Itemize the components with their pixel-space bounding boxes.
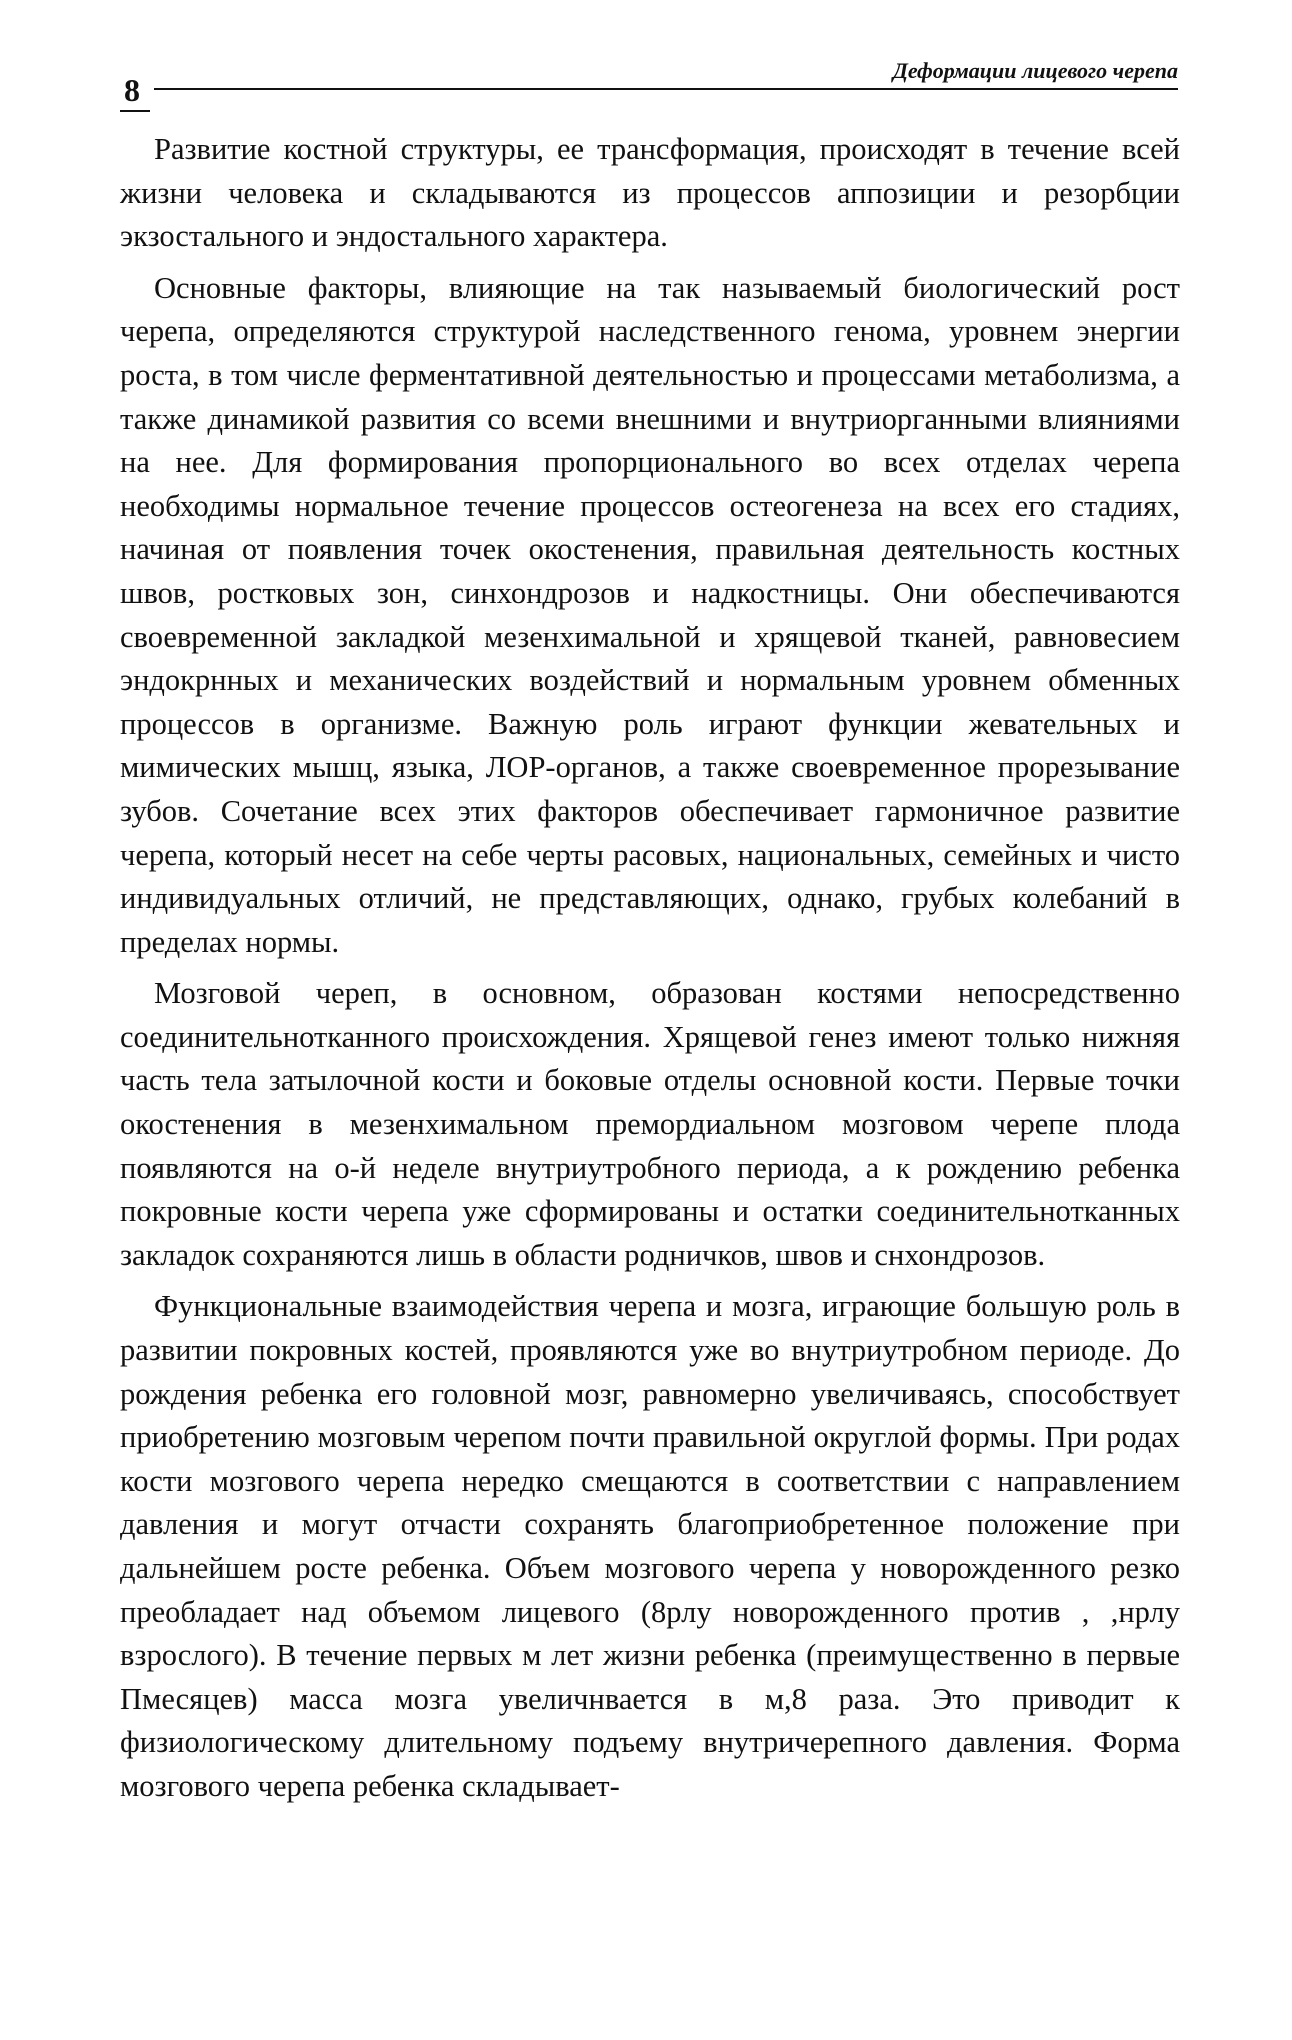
paragraph-3: Мозговой череп, в основном, образован костями непосредственно соединительнотканного происхождения. Хрящевой генез имеют только нижняя часть тела затылочной кости и боковые отделы основной кости. Первые точки окостенения в мезенхимальном премордиальном мозговом черепе плода появляются на о-й неделе внутриутробного периода, а к рождению ребенка покровные кости черепа уже сформированы и остатки соединительнотканных закладок сохраняются лишь в области родничков, швов и снхондрозов.	[120, 976, 1180, 1272]
paragraph-4: Функциональные взаимодействия черепа и мозга, играющие большую роль в развитии покровных костей, проявляются уже во внутриутробном периоде. До рождения ребенка его головной мозг, равномерно увеличиваясь, способствует приобретению мозговым черепом почти правильной округлой формы. При родах кости мозгового черепа нередко смещаются в соответствии с направлением давления и могут отчасти сохранять благоприобретенное положение при дальнейшем росте ребенка. Объем мозгового черепа у новорожденного резко преобладает над объемом лицевого (8рлу новорожденного против , ,нрлу взрослого). В течение первых м лет жизни ребенка (преимущественно в первые Пмесяцев) масса мозга увеличнвается в м,8 раза. Это приводит к физиологическому длительному подъему внутричерепного давления. Форма мозгового черепа ребенка складывает-	[120, 1289, 1180, 1803]
page-header	[120, 52, 1178, 112]
running-title: Деформации лицевого черепа	[892, 58, 1178, 83]
header-rule	[154, 88, 1178, 90]
paragraph-1: Развитие костной структуры, ее трансформация, происходят в течение всей жизни человека и складываются из процессов аппозиции и резорбции экзостального и эндостального характера.	[120, 132, 1180, 254]
body-text	[120, 128, 1180, 1817]
page-number-underline	[120, 110, 150, 112]
page-number: 8	[124, 72, 140, 108]
paragraph-2: Основные факторы, влияющие на так называемый биологический рост черепа, определяются структурой наследственного генома, уровнем энергии роста, в том числе ферментативной деятельностью и процессами метаболизма, а также динамикой развития со всеми внешними и внутриорганными влияниями на нее. Для формирования пропорционального во всех отделах черепа необходимы нормальное течение процессов остеогенеза на всех его стадиях, начиная от появления точек окостенения, правильная деятельность костных швов, ростковых зон, синхондрозов и надкостницы. Они обеспечиваются своевременной закладкой мезенхимальной и хрящевой тканей, равновесием эндокрнных и механических воздействий и нормальным уровнем обменных процессов в организме. Важную роль играют функции жевательных и мимических мышц, языка, ЛОР-органов, а также своевременное прорезывание зубов. Сочетание всех этих факторов обеспечивает гармоничное развитие черепа, который несет на себе черты расовых, национальных, семейных и чисто индивидуальных отличий, не представляющих, однако, грубых колебаний в пределах нормы.	[120, 270, 1180, 959]
